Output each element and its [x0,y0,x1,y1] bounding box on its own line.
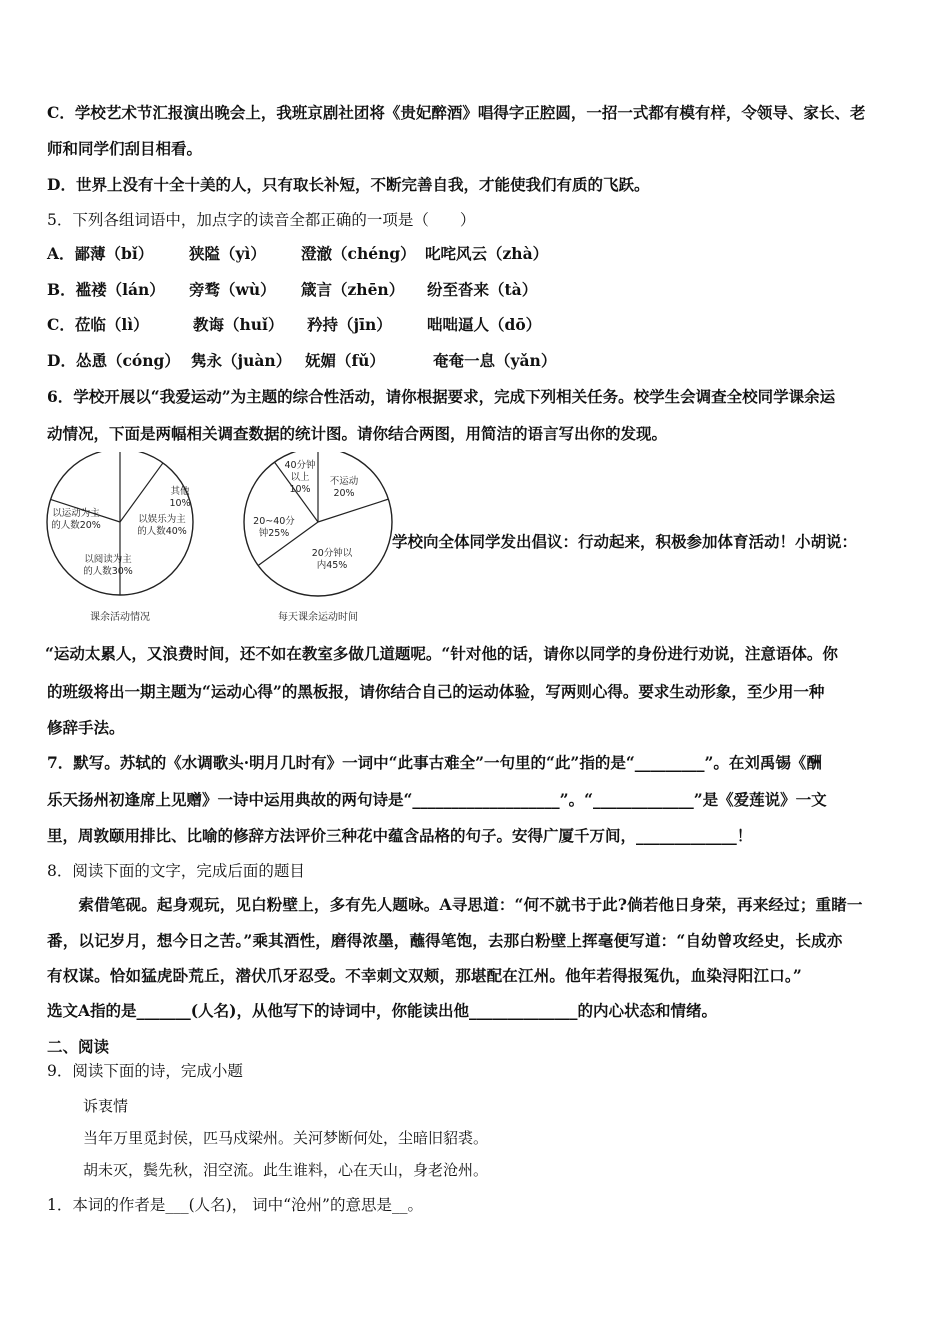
section-heading: 二、阅读 [47,1037,110,1056]
pie-1-slice-label-3: 以上 [290,472,310,483]
q8-stem: 8．阅读下面的文字，完成后面的题目 [47,862,305,880]
poem-title: 诉衷情 [83,1097,129,1115]
q5-a-word3: 澄澈（chéng） [301,244,416,263]
pie-title-1: 每天课余运动时间 [278,612,358,623]
q5-option-c [47,315,541,335]
q6-line3: “运动太累人，又浪费时间，还不如在教室多做几道题呢。“针对他的话，请你以同学的身份进行劝说，注意语体。你 [45,644,838,663]
q5-d-word4: 奄奄一息（yǎn） [433,351,557,370]
pie-charts-svg [40,452,400,630]
pie-charts [40,452,400,630]
q8-passage-line1: 索借笔砚。起身观玩，见白粉壁上，多有先人题咏。A寻思道：“何不就书于此?倘若他日身荣，再来经过；重睹一 [47,895,863,914]
q6-line5: 修辞手法。 [47,718,125,737]
q5-b-word2: 旁骛（wù） [189,280,276,299]
pie-1-slice-label-1: 内45% [316,560,348,571]
q5-c-word4: 咄咄逼人（dō） [427,315,542,334]
pie-1-divider-1 [318,499,388,522]
q6-line1: 6．学校开展以“我爱运动”为主题的综合性活动，请你根据要求，完成下列相关任务。校学生会调查全校同学课余运 [47,387,836,406]
q5-b-word4: 纷至沓来（tà） [427,280,538,299]
q5-a-word2: 狭隘（yì） [189,244,266,263]
poem-line1: 当年万里觅封侯，匹马戍梁州。关河梦断何处，尘暗旧貂裘。 [83,1129,489,1147]
pie-1-slice-label-2: 20~40分 [253,516,295,527]
q7-line2: 乐天扬州初逢席上见赠》一诗中运用典故的两句诗是“___________________”。“_____________”是《爱莲说》一文 [47,790,827,809]
q5-d-word2: 隽永（juàn） [191,351,292,370]
q5-c-word1: C．莅临（lì） [47,315,149,334]
q7-line3: 里，周敦颐用排比、比喻的修辞方法评价三种花中蕴含品格的句子。安得广厦千万间，_____________！ [47,826,753,845]
poem-line2: 胡未灭，鬓先秋，泪空流。此生谁料，心在天山，身老沧州。 [83,1161,489,1179]
pie-1-slice-label-3: 40分钟 [284,460,316,471]
pie-0-slice-label-1: 以娱乐为主 [138,514,186,525]
pie-1-slice-label-1: 20分钟以 [311,548,353,559]
pie-1-slice-label-0: 不运动 [329,476,359,487]
q5-b-word1: B．褴褛（lán） [47,280,165,299]
pie-1-slice-label-0: 20% [333,488,355,499]
pie-1-slice-label-2: 钟25% [258,528,290,539]
q5-option-d [47,351,556,371]
q4-option-d: D．世界上没有十全十美的人，只有取长补短，不断完善自我，才能使我们有质的飞跃。 [47,175,650,194]
q8-passage-line2: 番，以记岁月，想今日之苦。”乘其酒性，磨得浓墨，蘸得笔饱，去那白粉壁上挥毫便写道：“自幼曾攻经史，长成亦 [47,931,843,950]
pie-0-slice-label-3: 的人数20% [51,520,101,531]
q5-c-word2: 教诲（huǐ） [193,315,284,334]
pie-0-slice-label-2: 的人数30% [83,566,133,577]
q4-option-c-line2: 师和同学们刮目相看。 [47,139,203,158]
q4-option-c-line1: C．学校艺术节汇报演出晚会上，我班京剧社团将《贵妃醉酒》唱得字正腔圆，一招一式都有模有样，令领导、家长、老 [47,103,866,122]
q8-question: 选文A指的是_______(人名)，从他写下的诗词中，你能读出他______________的内心状态和情绪。 [47,1001,717,1020]
q6-line2: 动情况，下面是两幅相关调查数据的统计图。请你结合两图，用简洁的语言写出你的发现。 [47,424,668,443]
q5-d-word3: 妩媚（fǔ） [305,351,385,370]
q5-a-word1: A．鄙薄（bǐ） [47,244,154,263]
pie-0-slice-label-2: 以阅读为主 [84,554,132,565]
q5-a-word4: 叱咤风云（zhà） [425,244,549,263]
q5-c-word3: 矜持（jīn） [307,315,392,334]
pie-0-slice-label-1: 的人数40% [137,526,187,537]
q5-b-word3: 箴言（zhēn） [301,280,405,299]
q5-option-a [47,244,548,264]
pie-0-slice-label-3: 以运动为主 [52,508,100,519]
q8-passage-line3: 有权谋。恰如猛虎卧荒丘，潜伏爪牙忍受。不幸刺文双颊，那堪配在江州。他年若得报冤仇，血染浔阳江口。” [47,966,802,985]
pie-0-slice-label-0: 其他 [170,486,190,497]
pie-title-0: 课余活动情况 [90,612,150,623]
q5-stem: 5．下列各组词语中，加点字的读音全都正确的一项是（ ） [47,211,476,229]
q6-line4: 的班级将出一期主题为“运动心得”的黑板报，请你结合自己的运动体验，写两则心得。要求生动形象，至少用一种 [47,682,825,701]
q9-stem: 9．阅读下面的诗，完成小题 [47,1062,243,1080]
pie-0-slice-label-0: 10% [169,498,191,509]
pie-1-slice-label-3: 10% [289,484,311,495]
q7-line1: 7．默写。苏轼的《水调歌头·明月几时有》一词中“此事古难全”一句里的“此”指的是“_________”。在刘禹锡《酬 [47,753,822,772]
q9-sub1: 1．本词的作者是___(人名)， 词中“沧州”的意思是__。 [47,1196,423,1214]
q5-d-word1: D．怂恿（cóng） [47,351,180,370]
q6-side-text: 学校向全体同学发出倡议：行动起来，积极参加体育活动！小胡说： [392,532,858,551]
q5-option-b [47,280,537,300]
